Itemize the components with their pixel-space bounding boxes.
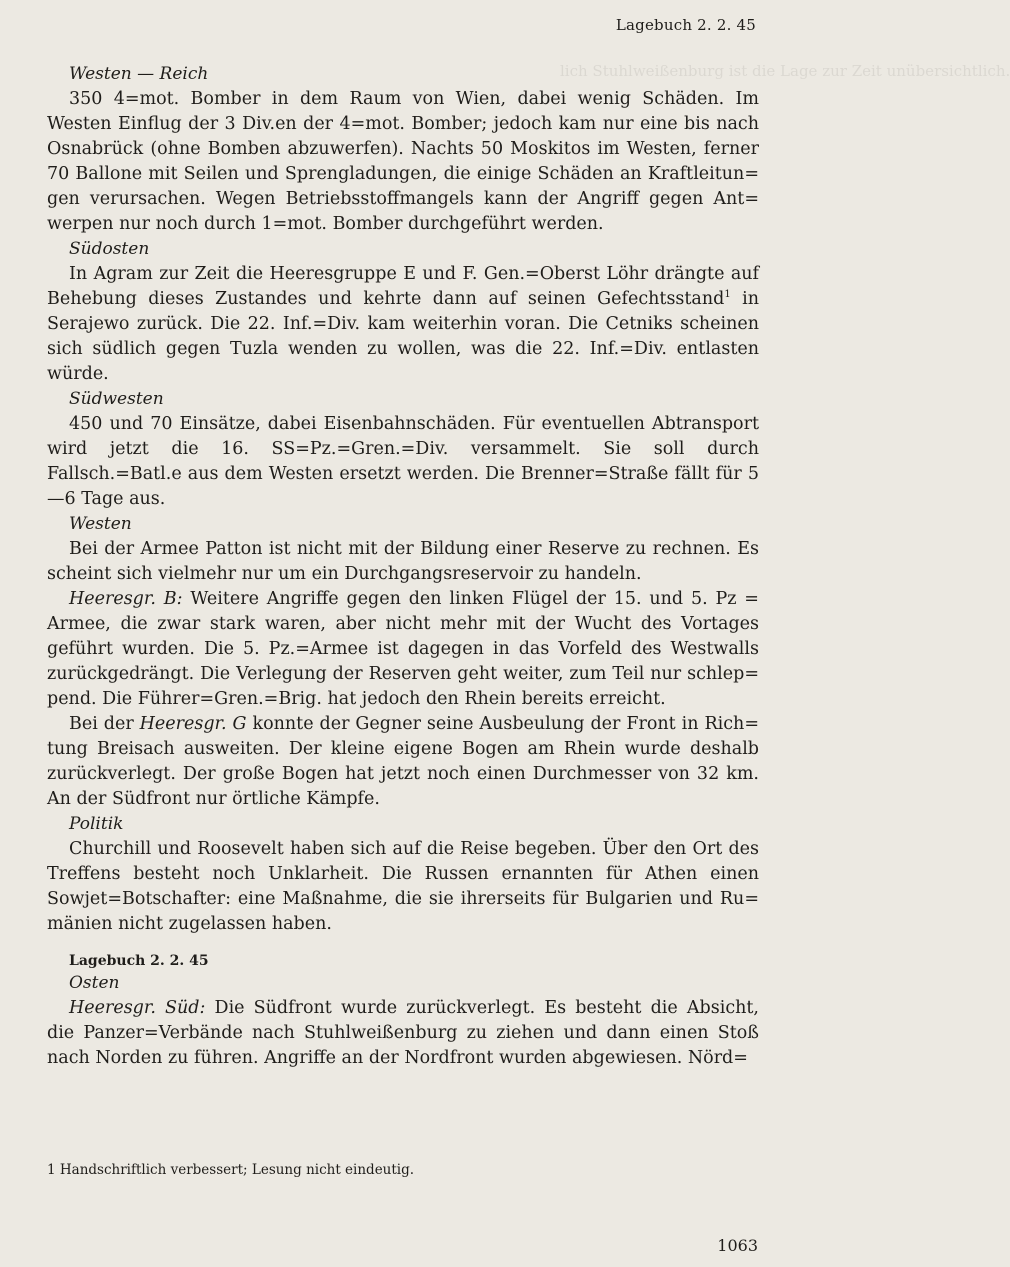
paragraph-westen-3: [47, 712, 759, 812]
text-westen-2: Weitere Angriffe gegen den linken Flügel der 15. und 5. Pz = Armee, die zwar stark waren, aber nicht mehr mit der Wucht des Vortages geführt wurden. Die 5. Pz.=Armee ist dagegen in das Vorfeld des Westwalls zurückgedrängt. Die Verlegung der Reserven geht weiter, zum Teil nur schlep= pend. Die Führer=Gren.=Brig. hat jedoch den Rhein bereits erreicht.: [47, 589, 759, 709]
section-heading-westen-reich: Westen — Reich: [69, 64, 209, 84]
page-number: 1063: [717, 1236, 758, 1255]
label-heeresgr-g: Heeresgr. G: [139, 714, 247, 734]
paragraph-osten: [47, 996, 759, 1071]
footnote: 1 Handschriftlich verbessert; Lesung nicht eindeutig.: [47, 1162, 415, 1178]
paragraph-politik: Churchill und Roosevelt haben sich auf die Reise begeben. Über den Ort des Treffens besteht noch Unklarheit. Die Russen ernannten für Athen einen Sowjet=Botschafter: eine Maßnahme, die sie ihrerseits für Bulgarien und Ru= mänien nicht zugelassen haben.: [47, 839, 759, 934]
paragraph-westen-reich: 350 4=mot. Bomber in dem Raum von Wien, dabei wenig Schäden. Im Westen Einflug der 3 Div.en der 4=mot. Bomber; jedoch kam nur eine bis nach Osnabrück (ohne Bomben abzuwerfen). Nachts 50 Moskitos im Westen, ferner 70 Ballone mit Seilen und Sprengladungen, die einige Schäden an Kraftleitun= gen verursachen. Wegen Betriebsstoffmangels kann der Angriff gegen Ant= werpen nur noch durch 1=mot. Bomber durchgeführt werden.: [47, 89, 759, 234]
label-heeresgr-b: Heeresgr. B:: [69, 589, 183, 609]
text-suedosten-part1: In Agram zur Zeit die Heeresgruppe E und F. Gen.=Oberst Löhr drängte auf Behebung dieses Zustandes und kehrte dann auf seinen Gefechtsstand: [47, 264, 759, 309]
main-text: [47, 62, 759, 1071]
center-heading: Lagebuch 2. 2. 45: [69, 953, 209, 969]
text-westen-3-prefix: Bei der: [69, 714, 140, 734]
label-heeresgr-sued: Heeresgr. Süd:: [69, 998, 206, 1018]
paragraph-suedwesten: 450 und 70 Einsätze, dabei Eisenbahnschäden. Für eventuellen Abtransport wird jetzt die 16. SS=Pz.=Gren.=Div. versammelt. Sie soll durch Fallsch.=Batl.e aus dem Westen ersetzt werden. Die Brenner=Straße fällt für 5—6 Tage aus.: [47, 414, 759, 509]
text-osten: Die Südfront wurde zurückverlegt. Es besteht die Absicht, die Panzer=Verbände nach Stuhlweißenburg zu ziehen und dann einen Stoß nach Norden zu führen. Angriffe an der Nordfront wurden abgewiesen. Nörd=: [47, 998, 759, 1068]
bleed-through: lich Stuhlweißenburg ist die Lage zur Zeit unübersichtlich.: [560, 62, 1010, 80]
footnote-marker: 1: [724, 289, 731, 301]
section-heading-suedosten: Südosten: [69, 239, 150, 259]
section-heading-politik: Politik: [69, 814, 124, 834]
section-heading-suedwesten: Südwesten: [69, 389, 164, 409]
text-suedosten-part2: in Serajewo zurück. Die 22. Inf.=Div. kam weiterhin voran. Die Cetniks scheinen sich südlich gegen Tuzla wenden zu wollen, was die 22. Inf.=Div. entlasten würde.: [47, 289, 759, 384]
section-heading-osten: Osten: [69, 973, 120, 993]
section-heading-westen: Westen: [69, 514, 132, 534]
paragraph-westen-1: Bei der Armee Patton ist nicht mit der Bildung einer Reserve zu rechnen. Es scheint sich vielmehr nur um ein Durchgangsreservoir zu handeln.: [47, 539, 759, 584]
paragraph-westen-2: [47, 587, 759, 712]
text-westen-3: konnte der Gegner seine Ausbeulung der Front in Rich= tung Breisach ausweiten. Der kleine eigene Bogen am Rhein wurde deshalb zurückverlegt. Der große Bogen hat jetzt noch einen Durchmesser von 32 km. An der Südfront nur örtliche Kämpfe.: [47, 714, 759, 809]
spacer: [47, 937, 759, 951]
paragraph-suedosten: [47, 262, 759, 387]
running-head: Lagebuch 2. 2. 45: [615, 16, 756, 34]
